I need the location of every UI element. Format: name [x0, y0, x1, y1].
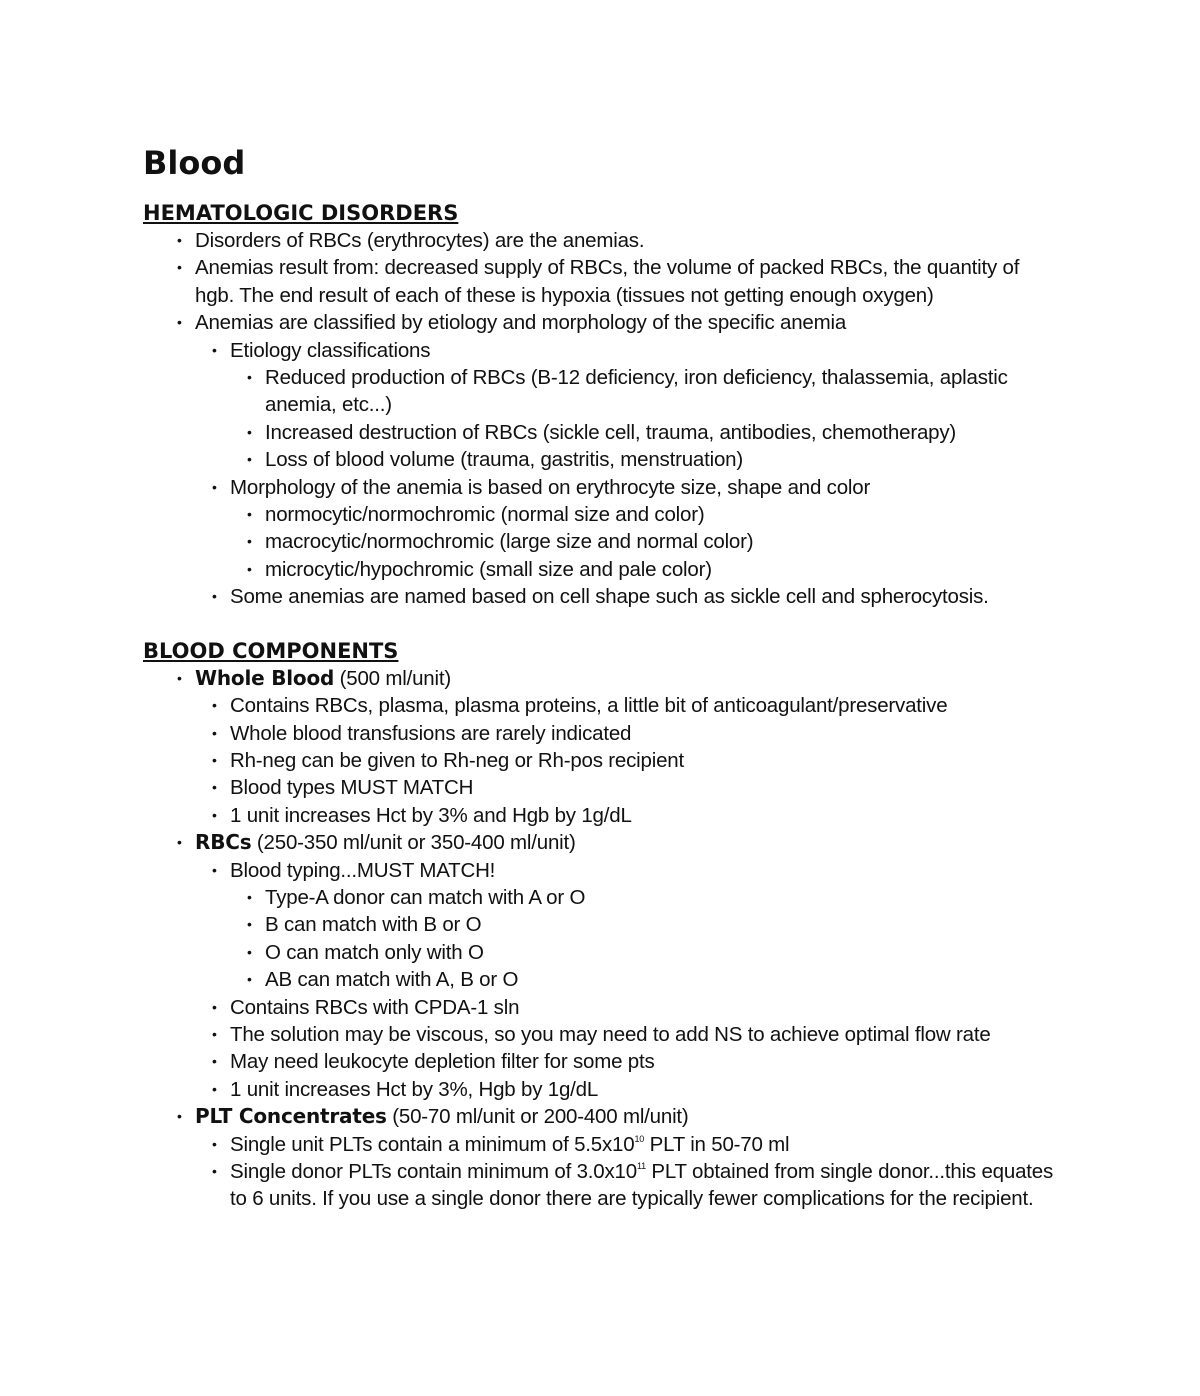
list-item: • Contains RBCs with CPDA-1 sln — [143, 994, 1063, 1021]
component-name: PLT Concentrates — [195, 1104, 387, 1129]
component-name: RBCs — [195, 830, 252, 855]
section-heading-hematologic: HEMATOLOGIC DISORDERS — [143, 201, 459, 225]
list-item: • O can match only with O — [143, 939, 1063, 966]
list-item: • Etiology classifications — [143, 337, 1063, 364]
page-title: Blood — [143, 144, 246, 182]
item-text: PLT obtained from single donor...this equates to 6 units. If you use a single donor there are typically fewer complications for the recipient. — [230, 1160, 1054, 1211]
list-item: • Rh-neg can be given to Rh-neg or Rh-pos recipient — [143, 747, 1063, 774]
list-item: • normocytic/normochromic (normal size and color) — [143, 501, 1063, 528]
item-text: Single unit PLTs contain a minimum of 5.5x10 — [230, 1132, 635, 1156]
list-item: • Whole blood transfusions are rarely indicated — [143, 720, 1063, 747]
list-item: • Morphology of the anemia is based on erythrocyte size, shape and color — [143, 474, 1063, 501]
list-item: • microcytic/hypochromic (small size and pale color) — [143, 556, 1063, 583]
item-text: Single donor PLTs contain minimum of 3.0x10 — [230, 1160, 637, 1183]
document-page — [143, 140, 1063, 1213]
exponent: 10 — [634, 1133, 645, 1144]
list-item: • Type-A donor can match with A or O — [143, 884, 1063, 911]
components-list — [143, 665, 1063, 1213]
hematologic-list — [143, 227, 1063, 611]
list-item: • Blood typing...MUST MATCH! — [143, 857, 1063, 884]
list-item — [143, 1158, 1063, 1213]
list-item — [143, 1131, 1063, 1158]
list-item: • Contains RBCs, plasma, plasma proteins, a little bit of anticoagulant/preservative — [143, 692, 1063, 719]
list-item: • Increased destruction of RBCs (sickle cell, trauma, antibodies, chemotherapy) — [143, 419, 1063, 446]
list-item: • 1 unit increases Hct by 3% and Hgb by 1g/dL — [143, 802, 1063, 829]
section-gap — [143, 611, 1063, 638]
list-item: • The solution may be viscous, so you may need to add NS to achieve optimal flow rate — [143, 1021, 1063, 1048]
component-volume: (50-70 ml/unit or 200-400 ml/unit) — [386, 1105, 689, 1129]
list-item: • 1 unit increases Hct by 3%, Hgb by 1g/dL — [143, 1076, 1063, 1103]
list-item: • macrocytic/normochromic (large size and normal color) — [143, 528, 1063, 555]
list-item: • AB can match with A, B or O — [143, 966, 1063, 993]
component-volume: (250-350 ml/unit or 350-400 ml/unit) — [251, 831, 576, 855]
component-name: Whole Blood — [195, 665, 335, 690]
component-plt — [143, 1103, 1063, 1130]
exponent: 11 — [636, 1161, 646, 1171]
section-heading-components: BLOOD COMPONENTS — [143, 638, 399, 663]
list-item: • Loss of blood volume (trauma, gastritis, menstruation) — [143, 446, 1063, 473]
list-item: • Anemias are classified by etiology and morphology of the specific anemia — [143, 309, 1063, 336]
list-item: • Reduced production of RBCs (B-12 deficiency, iron deficiency, thalassemia, aplastic anemia, etc...) — [143, 364, 1063, 419]
list-item: • B can match with B or O — [143, 911, 1063, 938]
list-item: • Some anemias are named based on cell shape such as sickle cell and spherocytosis. — [143, 583, 1063, 610]
component-rbcs — [143, 829, 1063, 856]
component-volume: (500 ml/unit) — [334, 666, 451, 690]
list-item: • May need leukocyte depletion filter for some pts — [143, 1048, 1063, 1075]
component-whole-blood — [143, 665, 1063, 692]
item-text: PLT in 50-70 ml — [644, 1132, 790, 1156]
list-item: • Blood types MUST MATCH — [143, 774, 1063, 801]
list-item: • Disorders of RBCs (erythrocytes) are the anemias. — [143, 227, 1063, 254]
list-item: • Anemias result from: decreased supply of RBCs, the volume of packed RBCs, the quantity of hgb. The end result of each of these is hypoxia (tissues not getting enough oxygen) — [143, 254, 1063, 309]
